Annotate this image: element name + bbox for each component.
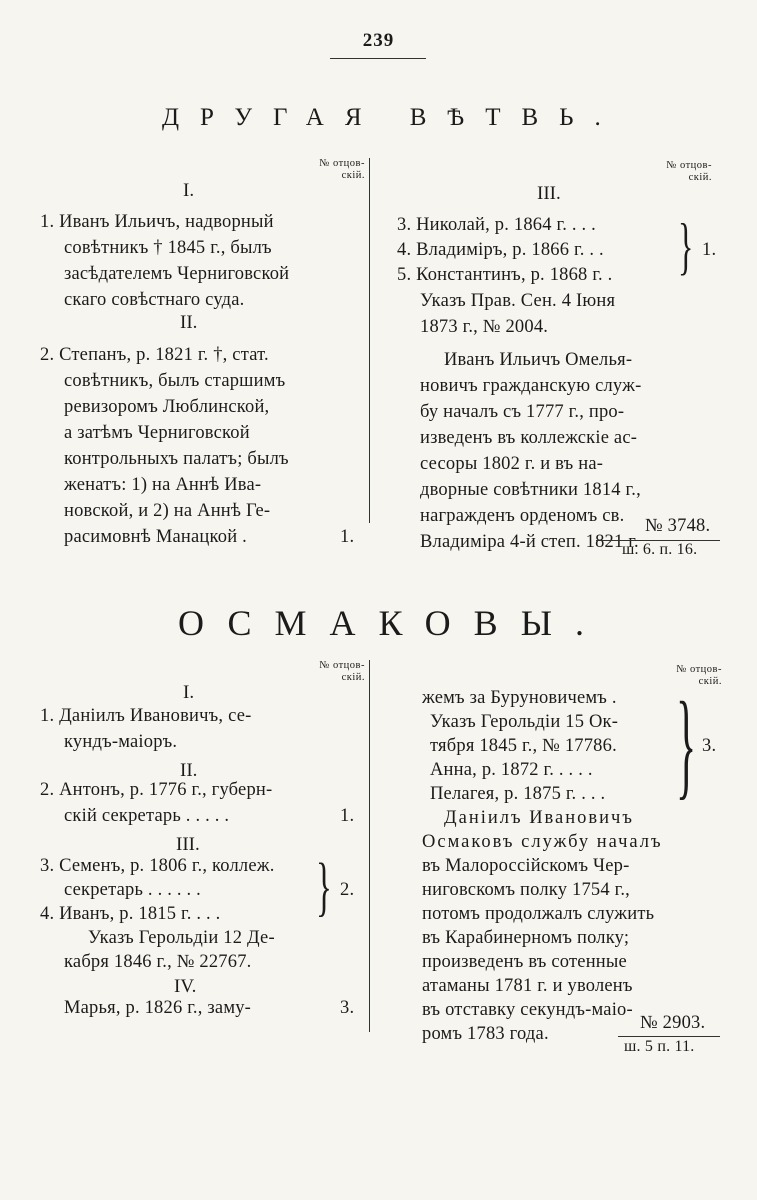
group-brace: } bbox=[316, 850, 332, 923]
decree-line: Указъ Герольдіи 15 Ок- bbox=[430, 712, 619, 732]
biography-line: новичъ гражданскую служ- bbox=[420, 376, 642, 396]
biography-line: произведенъ въ сотенные bbox=[422, 952, 627, 972]
column-divider bbox=[369, 660, 370, 1032]
entry-line: кундъ-маіоръ. bbox=[64, 732, 178, 752]
entry-line: расимовнѣ Манацкой . bbox=[64, 527, 247, 547]
biography-line: атаманы 1781 г. и уволенъ bbox=[422, 976, 633, 996]
entry-line: а затѣмъ Черниговской bbox=[64, 423, 250, 443]
entry-line: 4. Владиміръ, р. 1866 г. . . bbox=[397, 240, 604, 260]
entry-line: скій секретарь . . . . . bbox=[64, 806, 230, 826]
entry-line: 3. Николай, р. 1864 г. . . . bbox=[397, 215, 597, 235]
entry-line: скаго совѣстнаго суда. bbox=[64, 290, 245, 310]
section-title: ДРУГАЯ ВѢТВЬ. bbox=[162, 104, 622, 131]
shelf-mark: ш. 6. п. 16. bbox=[622, 541, 698, 558]
biography-line: въ отставку секундъ-маіо- bbox=[422, 1000, 633, 1020]
entry-line: жемъ за Буруновичемъ . bbox=[422, 688, 617, 708]
father-ref-number: 3. bbox=[340, 998, 355, 1018]
biography-line: Даніилъ Ивановичъ bbox=[444, 808, 634, 828]
entry-line: Пелагея, р. 1875 г. . . . bbox=[430, 784, 606, 804]
father-ref-number: 2. bbox=[340, 880, 355, 900]
entry-line: новской, и 2) на Аннѣ Ге- bbox=[64, 501, 271, 521]
entry-line: 1. Иванъ Ильичъ, надворный bbox=[40, 212, 274, 232]
decree-line: кабря 1846 г., № 22767. bbox=[64, 952, 252, 972]
group-brace: } bbox=[678, 210, 694, 281]
biography-line: Иванъ Ильичъ Омелья- bbox=[444, 350, 633, 370]
file-rule bbox=[618, 1036, 720, 1037]
entry-line: совѣтникъ † 1845 г., былъ bbox=[64, 238, 272, 258]
entry-line: 5. Константинъ, р. 1868 г. . bbox=[397, 265, 613, 285]
column-header: № отцов- скій. bbox=[319, 660, 365, 683]
biography-line: сесоры 1802 г. и въ на- bbox=[420, 454, 604, 474]
entry-line: 1. Даніилъ Ивановичъ, се- bbox=[40, 706, 252, 726]
entry-line: секретарь . . . . . . bbox=[64, 880, 202, 900]
column-header: № отцов- скій. bbox=[666, 160, 712, 183]
biography-line: награжденъ орденомъ св. bbox=[420, 506, 625, 526]
entry-line: 2. Антонъ, р. 1776 г., губерн- bbox=[40, 780, 273, 800]
entry-line: женатъ: 1) на Аннѣ Ива- bbox=[64, 475, 262, 495]
entry-line: Анна, р. 1872 г. . . . . bbox=[430, 760, 593, 780]
father-ref-number: 1. bbox=[340, 527, 355, 547]
biography-line: изведенъ въ коллежскіе ас- bbox=[420, 428, 638, 448]
biography-line: бу началъ съ 1777 г., про- bbox=[420, 402, 625, 422]
generation-label: III. bbox=[537, 183, 561, 204]
entry-line: контрольныхъ палатъ; былъ bbox=[64, 449, 289, 469]
entry-line: ревизоромъ Люблинской, bbox=[64, 397, 270, 417]
column-header: № отцов- скій. bbox=[676, 664, 722, 687]
shelf-mark: ш. 5 п. 11. bbox=[624, 1038, 695, 1055]
entry-line: 2. Степанъ, р. 1821 г. †, стат. bbox=[40, 345, 269, 365]
file-number: № 3748. bbox=[645, 516, 711, 536]
group-brace: } bbox=[676, 677, 697, 810]
decree-line: Указъ Прав. Сен. 4 Іюня bbox=[420, 291, 616, 311]
biography-line: Владиміра 4-й степ. 1821 г. bbox=[420, 532, 639, 552]
biography-line: въ Карабинерномъ полку; bbox=[422, 928, 630, 948]
file-number: № 2903. bbox=[640, 1013, 706, 1033]
generation-label: IV. bbox=[174, 976, 197, 997]
entry-line: Марья, р. 1826 г., заму- bbox=[64, 998, 252, 1018]
father-ref-number: 3. bbox=[702, 736, 717, 756]
header-rule bbox=[330, 58, 426, 59]
generation-label: II. bbox=[180, 312, 198, 333]
entry-line: засѣдателемъ Черниговской bbox=[64, 264, 290, 284]
section-title: ОСМАКОВЫ. bbox=[178, 603, 607, 643]
biography-line: ромъ 1783 года. bbox=[422, 1024, 549, 1044]
column-divider bbox=[369, 158, 370, 523]
generation-label: III. bbox=[176, 834, 200, 855]
father-ref-number: 1. bbox=[702, 240, 717, 260]
entry-line: совѣтникъ, былъ старшимъ bbox=[64, 371, 286, 391]
generation-label: II. bbox=[180, 760, 198, 781]
biography-line: ниговскомъ полку 1754 г., bbox=[422, 880, 630, 900]
decree-line: Указъ Герольдіи 12 Де- bbox=[88, 928, 275, 948]
generation-label: I. bbox=[183, 682, 195, 703]
father-ref-number: 1. bbox=[340, 806, 355, 826]
decree-line: 1873 г., № 2004. bbox=[420, 317, 549, 337]
page-number: 239 bbox=[362, 30, 395, 51]
biography-line: потомъ продолжалъ служить bbox=[422, 904, 655, 924]
entry-line: 4. Иванъ, р. 1815 г. . . . bbox=[40, 904, 221, 924]
decree-line: тября 1845 г., № 17786. bbox=[430, 736, 617, 756]
generation-label: I. bbox=[183, 180, 195, 201]
biography-line: дворные совѣтники 1814 г., bbox=[420, 480, 641, 500]
biography-line: въ Малороссійскомъ Чер- bbox=[422, 856, 630, 876]
entry-line: 3. Семенъ, р. 1806 г., коллеж. bbox=[40, 856, 275, 876]
biography-line: Осмаковъ службу началъ bbox=[422, 832, 663, 852]
column-header: № отцов- скій. bbox=[319, 158, 365, 181]
